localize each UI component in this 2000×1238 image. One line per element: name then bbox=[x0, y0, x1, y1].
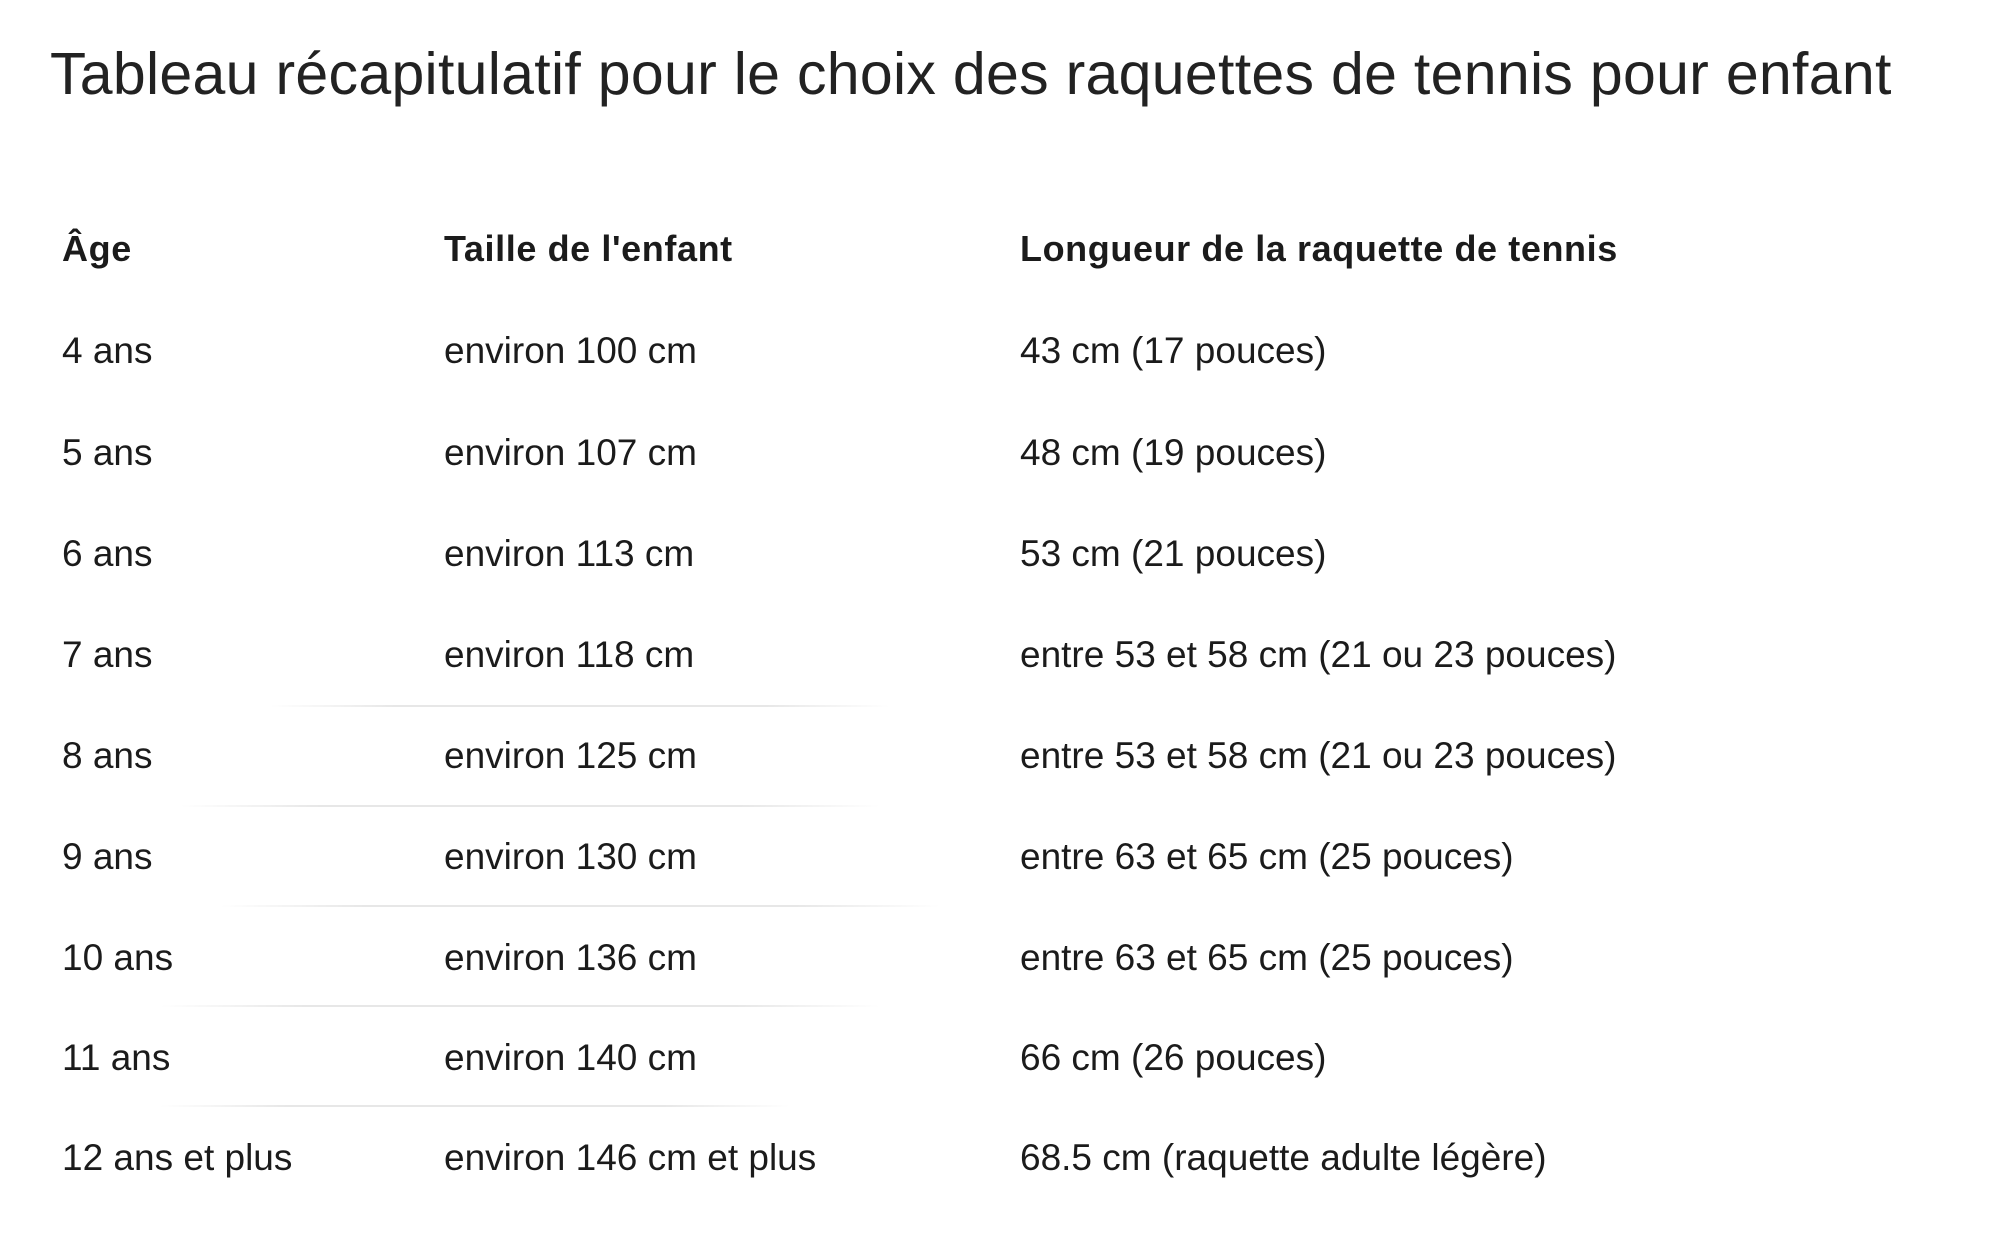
table-row bbox=[0, 1037, 2000, 1097]
length-cell: 68.5 cm (raquette adulte légère) bbox=[1020, 1137, 1547, 1178]
table-row bbox=[0, 533, 2000, 593]
scan-artifact-line bbox=[220, 905, 940, 907]
scan-artifact-line bbox=[270, 705, 890, 707]
table-header-row bbox=[0, 228, 2000, 288]
table-row bbox=[0, 836, 2000, 896]
height-cell: environ 100 cm bbox=[444, 330, 697, 371]
age-cell: 8 ans bbox=[62, 735, 153, 776]
age-cell: 11 ans bbox=[62, 1037, 171, 1078]
height-cell: environ 125 cm bbox=[444, 735, 697, 776]
length-cell: 53 cm (21 pouces) bbox=[1020, 533, 1327, 574]
header-height: Taille de l'enfant bbox=[444, 228, 733, 269]
length-cell: entre 53 et 58 cm (21 ou 23 pouces) bbox=[1020, 735, 1617, 776]
table-row bbox=[0, 1137, 2000, 1197]
scan-artifact-line bbox=[180, 805, 880, 807]
height-cell: environ 113 cm bbox=[444, 533, 695, 574]
table-row bbox=[0, 634, 2000, 694]
height-cell: environ 107 cm bbox=[444, 432, 697, 473]
age-cell: 7 ans bbox=[62, 634, 153, 675]
table-row bbox=[0, 937, 2000, 997]
table-row bbox=[0, 735, 2000, 795]
height-cell: environ 140 cm bbox=[444, 1037, 697, 1078]
height-cell: environ 146 cm et plus bbox=[444, 1137, 817, 1178]
length-cell: 66 cm (26 pouces) bbox=[1020, 1037, 1327, 1078]
height-cell: environ 136 cm bbox=[444, 937, 697, 978]
scan-artifact-line bbox=[160, 1105, 790, 1107]
table-row bbox=[0, 330, 2000, 390]
header-length: Longueur de la raquette de tennis bbox=[1020, 228, 1618, 269]
age-cell: 6 ans bbox=[62, 533, 153, 574]
age-cell: 10 ans bbox=[62, 937, 174, 978]
length-cell: entre 63 et 65 cm (25 pouces) bbox=[1020, 836, 1514, 877]
age-cell: 4 ans bbox=[62, 330, 153, 371]
page-title: Tableau récapitulatif pour le choix des raquettes de tennis pour enfant bbox=[50, 41, 1892, 107]
length-cell: 43 cm (17 pouces) bbox=[1020, 330, 1327, 371]
scan-artifact-line bbox=[160, 1005, 880, 1007]
length-cell: 48 cm (19 pouces) bbox=[1020, 432, 1327, 473]
length-cell: entre 63 et 65 cm (25 pouces) bbox=[1020, 937, 1514, 978]
age-cell: 12 ans et plus bbox=[62, 1137, 293, 1178]
age-cell: 5 ans bbox=[62, 432, 153, 473]
height-cell: environ 118 cm bbox=[444, 634, 695, 675]
header-age: Âge bbox=[62, 228, 132, 269]
length-cell: entre 53 et 58 cm (21 ou 23 pouces) bbox=[1020, 634, 1617, 675]
height-cell: environ 130 cm bbox=[444, 836, 697, 877]
table-row bbox=[0, 432, 2000, 492]
age-cell: 9 ans bbox=[62, 836, 153, 877]
